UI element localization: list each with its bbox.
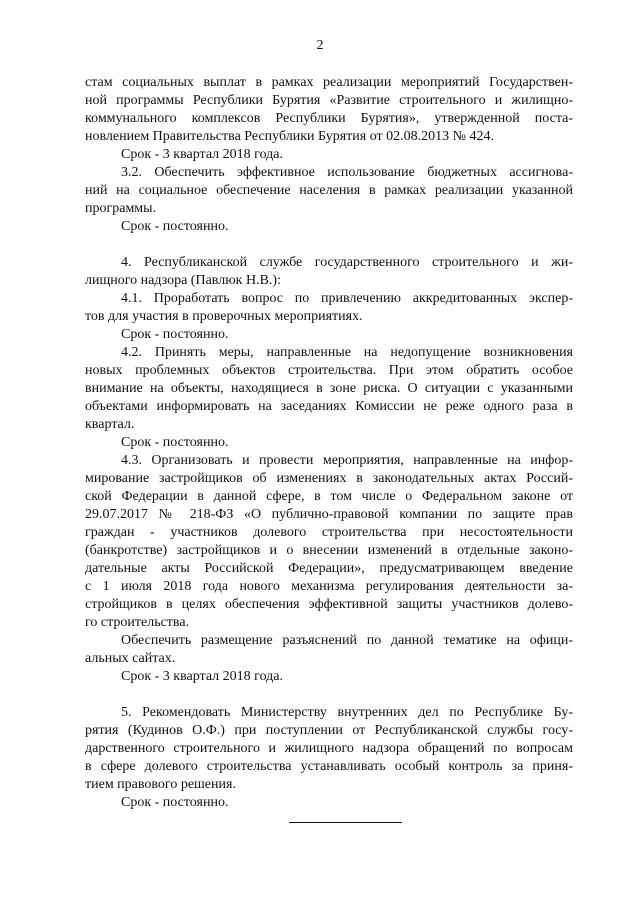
paragraph-5 — [85, 704, 573, 722]
text-line: Срок - постоянно. — [121, 219, 229, 234]
text-line: 4.3. Организовать и провести мероприятия, направленные на инфор- — [121, 453, 573, 468]
text-line: мирование застройщиков об изменениях в законодательных актах Россий- — [85, 471, 573, 486]
text-line: Обеспечить размещение разъяснений по данной тематике на офици- — [121, 633, 573, 648]
text-line: дательные акты Российской Федерации», предусматривающем введение — [85, 561, 573, 576]
text-line: 29.07.2017 № 218-ФЗ «О публично-правовой компании по защите прав — [85, 507, 573, 522]
text-line: дарственного строительного и жилищного надзора обращений по вопросам — [85, 741, 573, 756]
text-line: стройщиков в целях обеспечения эффективной защиты участников долево- — [85, 597, 573, 612]
text-line: с 1 июля 2018 года нового механизма регулирования деятельности за- — [85, 579, 573, 594]
text-line: 4.2. Принять меры, направленные на недопущение возникновения — [121, 345, 573, 360]
deadline-line — [85, 794, 573, 812]
paragraph-social-payments — [85, 74, 573, 146]
paragraph-publish — [85, 632, 573, 650]
text-line: рятия (Кудинов О.Ф.) при поступлении от Республиканской службы госу- — [85, 723, 573, 738]
text-line: 5. Рекомендовать Министерству внутренних дел по Республике Бу- — [121, 705, 573, 720]
paragraph-4-cont — [85, 272, 573, 290]
paragraph-4-1 — [85, 290, 573, 308]
text-line: тов для участия в проверочных мероприятиях. — [85, 309, 363, 324]
deadline-line — [85, 326, 573, 344]
text-line: программы. — [85, 201, 157, 216]
text-line: Срок - постоянно. — [121, 435, 229, 450]
text-line: Срок - постоянно. — [121, 327, 229, 342]
text-line: стам социальных выплат в рамках реализации мероприятий Государствен- — [85, 75, 573, 90]
paragraph-3-2-cont — [85, 182, 573, 218]
paragraph-5-cont — [85, 722, 573, 794]
page-number: 2 — [316, 38, 324, 53]
text-line: 4. Республиканской службе государственного строительного и жи- — [121, 255, 573, 270]
paragraph-4-1-cont — [85, 308, 573, 326]
paragraph-4-2 — [85, 344, 573, 362]
text-line: Срок - 3 квартал 2018 года. — [121, 669, 283, 684]
paragraph-4-3-cont — [85, 470, 573, 632]
text-line: 4.1. Проработать вопрос по привлечению аккредитованных экспер- — [121, 291, 573, 306]
end-divider — [289, 822, 402, 823]
paragraph-publish-cont — [85, 650, 573, 668]
text-line: 3.2. Обеспечить эффективное использование бюджетных ассигнова- — [121, 165, 573, 180]
text-line: новлением Правительства Республики Бурятия от 02.08.2013 № 424. — [85, 129, 494, 144]
text-line: Срок - 3 квартал 2018 года. — [121, 147, 283, 162]
paragraph-4 — [85, 254, 573, 272]
text-line: новых проблемных объектов строительства. При этом обратить особое — [85, 363, 573, 378]
text-line: внимание на объекты, находящиеся в зоне риска. О ситуации с указанными — [85, 381, 573, 396]
text-line: объектами информировать на заседаниях Комиссии не реже одного раза в — [85, 399, 573, 414]
text-line: ской Федерации в данной сфере, в том числе о Федеральном законе от — [85, 489, 573, 504]
text-line: граждан - участников долевого строительства при несостоятельности — [85, 525, 573, 540]
text-line: ной программы Республики Бурятия «Развитие строительного и жилищно- — [85, 93, 573, 108]
paragraph-4-2-cont — [85, 362, 573, 434]
text-line: (банкротстве) застройщиков и о внесении изменений в отдельные законо- — [85, 543, 573, 558]
deadline-line — [85, 668, 573, 686]
deadline-line — [85, 434, 573, 452]
text-line: Срок - постоянно. — [121, 795, 229, 810]
paragraph-3-2 — [85, 164, 573, 182]
text-line: лищного надзора (Павлюк Н.В.): — [85, 273, 281, 288]
document-body — [85, 74, 573, 812]
deadline-line — [85, 218, 573, 236]
text-line: го строительства. — [85, 615, 190, 630]
text-line: альных сайтах. — [85, 651, 176, 666]
text-line: тием правового решения. — [85, 777, 236, 792]
paragraph-4-3 — [85, 452, 573, 470]
text-line: в сфере долевого строительства устанавливать особый контроль за приня- — [85, 759, 573, 774]
text-line: ний на социальное обеспечение населения в рамках реализации указанной — [85, 183, 573, 198]
deadline-line — [85, 146, 573, 164]
text-line: коммунального комплексов Республики Бурятия», утвержденной поста- — [85, 111, 573, 126]
text-line: квартал. — [85, 417, 135, 432]
